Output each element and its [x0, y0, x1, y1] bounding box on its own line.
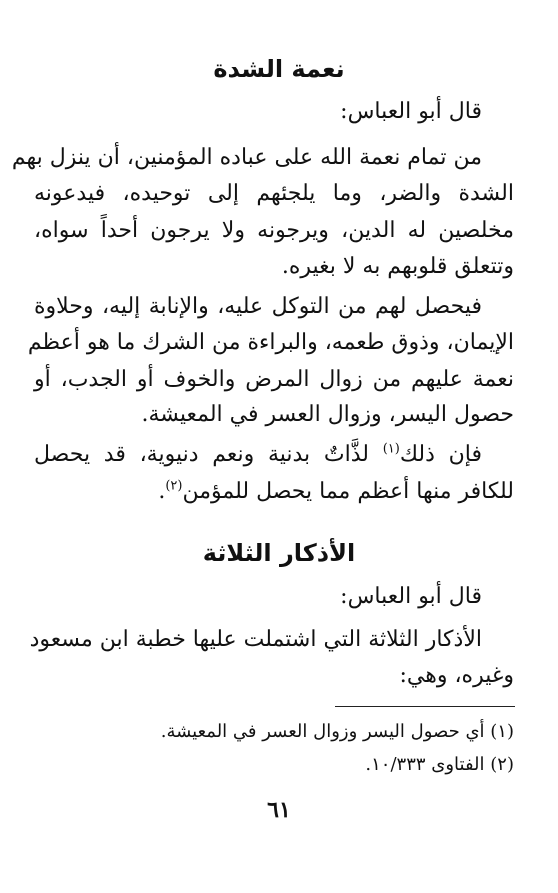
paragraph-line: الإيمان، وذوق طعمه، والبراءة من الشرك ما هو أعظم	[27, 330, 514, 355]
paragraph-line	[158, 477, 514, 507]
paragraph-line: الشدة والضر، وما يلجئهم إلى توحيده، فيدعونه	[34, 181, 514, 206]
attribution-line: قال أبو العباس:	[340, 99, 482, 124]
paragraph-line: الأذكار الثلاثة التي اشتملت عليها خطبة ابن مسعود	[29, 627, 482, 652]
text-run: .	[158, 479, 166, 504]
section-title-blessing-of-hardship: نعمة الشدة	[213, 55, 345, 83]
footnote: (١) أي حصول اليسر وزوال العسر في المعيشة.	[160, 721, 514, 742]
footnote-marker: (١)	[382, 441, 400, 457]
text-run: للكافر منها أعظم مما يحصل للمؤمن	[182, 479, 514, 504]
paragraph-line	[34, 440, 482, 470]
paragraph-line: نعمة عليهم من زوال المرض والخوف أو الجدب، أو	[34, 367, 514, 392]
text-run: فإن ذلك	[399, 442, 482, 467]
footnote: (٢) الفتاوى ١٠/٣٣٣.	[365, 754, 514, 775]
paragraph-line: حصول اليسر، وزوال العسر في المعيشة.	[141, 402, 514, 427]
paragraph-line: من تمام نعمة الله على عباده المؤمنين، أن ينزل بهم	[11, 145, 482, 170]
attribution-line: قال أبو العباس:	[340, 584, 482, 609]
footnote-marker: (٢)	[165, 478, 183, 494]
page-number: ٦١	[267, 797, 291, 823]
paragraph-line: مخلصين له الدين، ويرجونه ولا يرجون أحداً سواه،	[34, 218, 514, 243]
paragraph-line: فيحصل لهم من التوكل عليه، والإنابة إليه، وحلاوة	[34, 294, 482, 319]
paragraph-line: وغيره، وهي:	[399, 663, 514, 688]
text-run: لذَّاتٌ بدنية ونعم دنيوية، قد يحصل	[34, 442, 383, 467]
paragraph-line: وتتعلق قلوبهم به لا بغيره.	[281, 254, 514, 279]
section-title-three-remembrances: الأذكار الثلاثة	[202, 539, 356, 567]
footnote-divider	[335, 706, 515, 707]
